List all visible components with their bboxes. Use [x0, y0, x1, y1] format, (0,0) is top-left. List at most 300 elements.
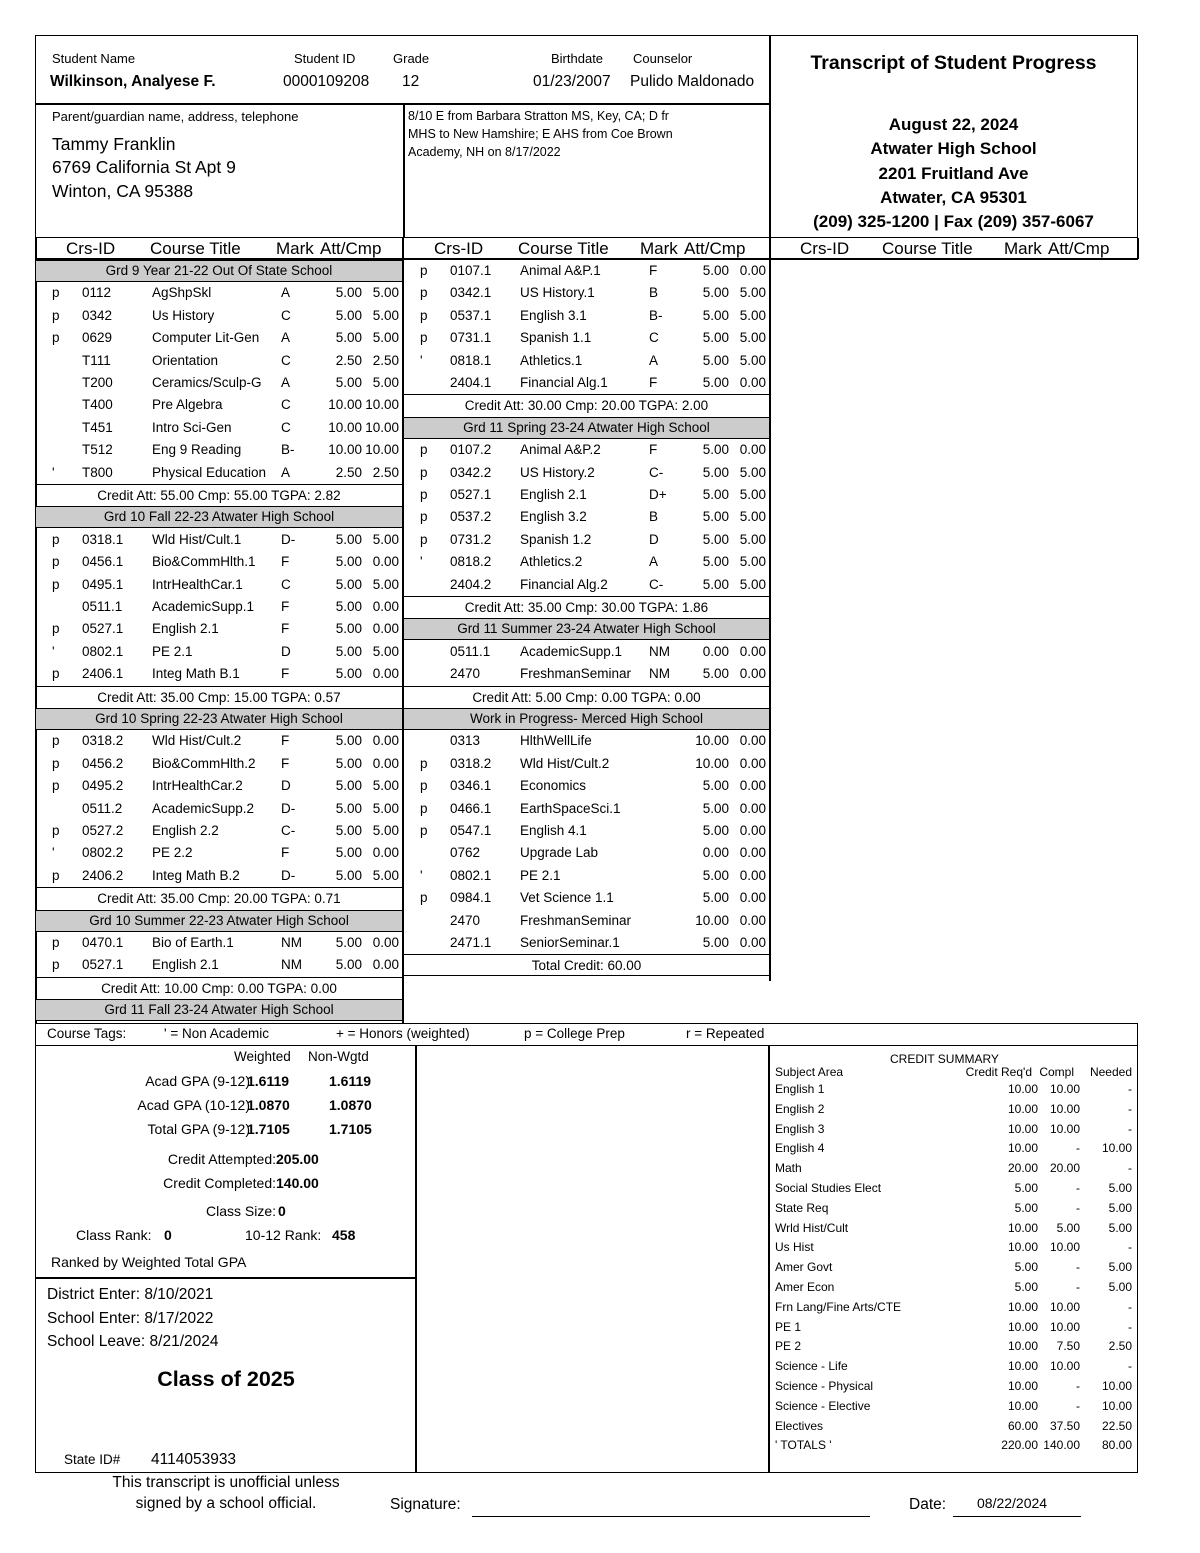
course-row	[404, 484, 769, 506]
course-completed: 0.00	[372, 621, 399, 637]
course-flag: p	[420, 487, 428, 502]
credit-required: 10.00	[1007, 1379, 1038, 1393]
course-row	[404, 372, 769, 394]
course-row	[404, 730, 769, 752]
course-row	[36, 394, 402, 416]
weighted-header: Weighted	[234, 1049, 291, 1064]
course-row	[36, 327, 402, 349]
course-flag: p	[420, 263, 428, 278]
course-title: Eng 9 Reading	[152, 442, 242, 458]
credit-summary-row	[770, 1356, 1136, 1376]
subject-area: Amer Econ	[775, 1280, 835, 1294]
course-row	[36, 820, 402, 842]
course-title: Vet Science 1.1	[520, 890, 614, 906]
course-title: PE 2.1	[520, 867, 561, 883]
credit-completed: -	[1076, 1181, 1080, 1195]
course-attempted: 5.00	[335, 935, 362, 950]
course-attempted: 5.00	[702, 509, 729, 525]
subject-area: Amer Govt	[775, 1260, 833, 1275]
course-mark: D-	[281, 531, 296, 547]
credit-completed: 10.00	[1049, 1082, 1080, 1096]
course-flag: p	[420, 509, 428, 525]
course-title: Animal A&P.1	[520, 263, 601, 278]
course-completed: 0.00	[739, 823, 766, 838]
course-title: English 3.2	[520, 509, 587, 525]
credit-needed: 5.00	[1108, 1280, 1132, 1294]
course-attempted: 5.00	[335, 823, 362, 838]
course-title: AcademicSupp.2	[152, 800, 255, 816]
course-id: 0318.1	[82, 531, 124, 547]
course-id: 0731.1	[450, 330, 492, 346]
credit-summary-row	[770, 1376, 1136, 1396]
course-mark: NM	[649, 643, 670, 659]
subject-area: PE 2	[775, 1339, 802, 1354]
course-title: Spanish 1.2	[520, 531, 592, 547]
course-mark: NM	[281, 935, 302, 950]
course-flag: p	[420, 442, 428, 458]
course-mark: C	[281, 307, 291, 323]
course-completed: 5.00	[372, 823, 399, 838]
credit-required: 10.00	[1007, 1101, 1038, 1116]
course-id: 0527.1	[82, 621, 124, 637]
term-credit-summary: Credit Att: 35.00 Cmp: 15.00 TGPA: 0.57	[36, 686, 402, 708]
term-credit-summary: Credit Att: 35.00 Cmp: 20.00 TGPA: 0.71	[36, 887, 402, 909]
course-title: Bio of Earth.1	[152, 935, 234, 950]
course-id: 0802.1	[82, 643, 124, 659]
course-mark: A	[281, 375, 291, 390]
course-mark: B-	[649, 307, 663, 323]
credit-completed: 10.00	[1049, 1121, 1080, 1136]
course-id: 0456.2	[82, 755, 124, 771]
course-title: Orientation	[152, 352, 219, 368]
course-attempted: 10.00	[328, 442, 362, 458]
course-row	[404, 820, 769, 842]
district-enter: District Enter: 8/10/2021	[47, 1286, 214, 1303]
course-mark: B-	[281, 442, 295, 458]
course-attempted: 5.00	[335, 285, 362, 301]
course-mark: A	[649, 554, 659, 570]
course-completed: 5.00	[372, 867, 399, 883]
course-title: FreshmanSeminar	[520, 912, 632, 928]
course-attempted: 5.00	[335, 733, 362, 749]
credit-needed: -	[1128, 1359, 1132, 1374]
course-row	[404, 798, 769, 820]
course-title: English 2.2	[152, 823, 219, 838]
course-completed: 0.00	[372, 957, 399, 973]
course-id: 0527.2	[82, 823, 124, 838]
course-flag: p	[52, 285, 60, 301]
course-attempted: 5.00	[702, 375, 729, 390]
course-row	[404, 551, 769, 573]
credit-required: 10.00	[1007, 1359, 1038, 1374]
course-id: 2404.1	[450, 375, 492, 390]
course-row	[36, 954, 402, 976]
credit-summary-row	[770, 1336, 1136, 1356]
course-id: 0456.1	[82, 554, 124, 570]
subject-area: Us Hist	[775, 1240, 814, 1255]
credit-needed: 5.00	[1108, 1220, 1132, 1235]
course-title: Integ Math B.2	[152, 867, 240, 883]
course-mark: A	[281, 285, 291, 301]
course-title: IntrHealthCar.2	[152, 778, 243, 794]
course-flag: p	[52, 554, 60, 570]
subject-area: Social Studies Elect	[775, 1181, 882, 1195]
col-header-crs-id: Crs-ID	[66, 239, 116, 258]
date-label: Date:	[909, 1496, 947, 1513]
course-row	[36, 730, 402, 752]
course-completed: 10.00	[365, 397, 399, 413]
course-title: HlthWellLife	[520, 733, 592, 749]
credit-required: 60.00	[1007, 1418, 1038, 1433]
course-title: AgShpSkl	[152, 285, 212, 301]
col-header-title: Course Title	[518, 239, 609, 258]
subject-area: English 3	[775, 1121, 825, 1136]
course-id: 2471.1	[450, 935, 492, 950]
course-title: Financial Alg.2	[520, 576, 608, 592]
course-attempted: 5.00	[702, 442, 729, 458]
course-title: Wld Hist/Cult.2	[520, 755, 610, 771]
credit-required: 10.00	[1007, 1082, 1038, 1096]
course-id: 0107.2	[450, 442, 492, 458]
course-mark: F	[649, 442, 658, 458]
course-completed: 0.00	[739, 375, 766, 390]
course-mark: F	[649, 375, 658, 390]
course-completed: 2.50	[372, 464, 399, 480]
course-row	[404, 282, 769, 304]
credit-summary-row	[770, 1317, 1136, 1337]
course-id: 0318.2	[82, 733, 124, 749]
course-id: 2406.1	[82, 666, 124, 682]
credit-completed: 10.00	[1049, 1101, 1080, 1116]
course-id: 0511.1	[82, 599, 123, 614]
course-completed: 5.00	[739, 352, 766, 368]
tag-repeated: r = Repeated	[686, 1026, 765, 1041]
course-mark: D+	[649, 487, 667, 502]
course-id: 0537.2	[450, 509, 492, 525]
credit-required: 5.00	[1014, 1181, 1038, 1195]
course-completed: 5.00	[739, 487, 766, 502]
credit-needed: -	[1128, 1101, 1132, 1116]
course-row	[36, 865, 402, 887]
grade-label: Grade	[393, 51, 430, 66]
course-attempted: 5.00	[702, 531, 729, 547]
col-header-1	[36, 238, 404, 258]
term-header: Grd 11 Spring 23-24 Atwater High School	[404, 417, 769, 439]
course-id: 2404.2	[450, 576, 492, 592]
course-mark: C	[281, 576, 291, 592]
course-flag: p	[52, 307, 60, 323]
course-attempted: 5.00	[702, 554, 729, 570]
school-info-line: Atwater, CA 95301	[880, 188, 1027, 207]
course-id: 0984.1	[450, 890, 492, 906]
course-title: Pre Algebra	[152, 397, 223, 413]
course-title: Wld Hist/Cult.2	[152, 733, 242, 749]
course-row	[404, 641, 769, 663]
credit-needed: 10.00	[1101, 1379, 1132, 1393]
course-completed: 5.00	[739, 554, 766, 570]
course-id: 0802.1	[450, 867, 492, 883]
credit-summary-row	[770, 1198, 1136, 1218]
signature-label: Signature:	[390, 1496, 461, 1513]
course-title: PE 2.1	[152, 643, 193, 659]
course-title: PE 2.2	[152, 845, 193, 861]
course-id: T512	[82, 442, 113, 458]
credit-needed: 5.00	[1108, 1181, 1132, 1195]
parent-line: 6769 California St Apt 9	[52, 157, 236, 177]
subject-area: ' TOTALS '	[775, 1438, 832, 1453]
student-id: 0000109208	[283, 73, 370, 90]
course-completed: 5.00	[372, 531, 399, 547]
col3-right-border	[1137, 238, 1139, 259]
course-completed: 0.00	[739, 733, 766, 749]
course-flag: p	[52, 666, 60, 682]
course-completed: 10.00	[365, 419, 399, 435]
course-attempted: 5.00	[335, 375, 362, 390]
course-completed: 0.00	[739, 755, 766, 771]
course-mark: A	[649, 352, 659, 368]
course-completed: 0.00	[739, 263, 766, 278]
course-row	[36, 775, 402, 797]
course-row	[404, 574, 769, 596]
course-attempted: 5.00	[702, 823, 729, 838]
subject-area: State Req	[775, 1200, 829, 1215]
course-flag: p	[52, 576, 60, 592]
course-mark: C-	[649, 464, 664, 480]
course-title: AcademicSupp.1	[520, 643, 623, 659]
credit-completed: -	[1076, 1398, 1080, 1413]
tag-college-prep: p = College Prep	[524, 1026, 625, 1041]
course-title: English 2.1	[152, 957, 219, 973]
credit-needed: 5.00	[1108, 1200, 1132, 1215]
term-header: Grd 10 Summer 22-23 Atwater High School	[36, 910, 402, 932]
course-row	[36, 842, 402, 864]
credit-needed: -	[1128, 1082, 1132, 1096]
course-id: 0107.1	[450, 263, 492, 278]
course-mark: F	[281, 599, 290, 614]
subject-area: Frn Lang/Fine Arts/CTE	[775, 1299, 902, 1314]
credit-summary-row	[770, 1257, 1136, 1277]
course-mark: C	[281, 352, 291, 368]
parent-line: Tammy Franklin	[52, 134, 176, 154]
course-attempted: 10.00	[328, 419, 362, 435]
credit-summary-title: CREDIT SUMMARY	[890, 1052, 999, 1066]
course-completed: 0.00	[739, 845, 766, 861]
course-flag: p	[52, 867, 60, 883]
credit-needed: 22.50	[1101, 1418, 1132, 1433]
course-title: Physical Education	[152, 464, 267, 480]
course-flag: p	[420, 778, 428, 794]
course-flag: '	[52, 464, 55, 480]
subject-area: Science - Elective	[775, 1398, 871, 1413]
course-title: Integ Math B.1	[152, 666, 240, 682]
credit-summary-row	[770, 1158, 1136, 1178]
subject-area: Math	[775, 1161, 802, 1176]
birthdate-label: Birthdate	[551, 51, 604, 66]
course-attempted: 0.00	[702, 845, 729, 861]
course-row	[36, 305, 402, 327]
course-flag: '	[420, 554, 423, 570]
course-row	[404, 439, 769, 461]
transfer-note: MHS to New Hamshire; E AHS from Coe Brown	[408, 127, 673, 141]
credit-required: 10.00	[1007, 1299, 1038, 1314]
course-completed: 0.00	[739, 666, 766, 682]
credit-needed: -	[1128, 1121, 1132, 1136]
course-attempted: 5.00	[335, 330, 362, 346]
school-leave: School Leave: 8/21/2024	[47, 1333, 219, 1350]
course-attempted: 5.00	[335, 307, 362, 323]
col-header-mark: Mark	[640, 239, 678, 258]
credit-completed: -	[1076, 1280, 1080, 1294]
term-header: Grd 10 Spring 22-23 Atwater High School	[36, 708, 402, 730]
course-completed: 0.00	[372, 755, 399, 771]
course-id: 0346.1	[450, 778, 492, 794]
course-id: 0762	[450, 845, 481, 861]
course-attempted: 2.50	[335, 352, 362, 368]
credit-completed: 7.50	[1056, 1339, 1080, 1354]
course-mark: F	[281, 554, 290, 570]
credit-needed: 10.00	[1101, 1141, 1132, 1156]
course-title: Wld Hist/Cult.1	[152, 531, 242, 547]
term-credit-summary: Credit Att: 55.00 Cmp: 55.00 TGPA: 2.82	[36, 484, 402, 506]
course-row	[36, 417, 402, 439]
course-attempted: 10.00	[695, 912, 729, 928]
unofficial-note: This transcript is unofficial unless	[112, 1474, 340, 1491]
course-completed: 0.00	[739, 800, 766, 816]
course-row	[404, 663, 769, 685]
course-completed: 5.00	[372, 778, 399, 794]
course-mark: F	[281, 621, 290, 637]
credit-completed: 10.00	[1049, 1299, 1080, 1314]
course-attempted: 5.00	[702, 263, 729, 278]
course-row	[404, 910, 769, 932]
course-attempted: 5.00	[702, 464, 729, 480]
course-flag: p	[420, 890, 428, 906]
subject-area: Electives	[775, 1418, 824, 1433]
subject-area: Wrld Hist/Cult	[775, 1220, 849, 1235]
course-attempted: 10.00	[328, 397, 362, 413]
state-id: 4114053933	[151, 1451, 237, 1468]
credit-summary-row	[770, 1218, 1136, 1238]
school-info-line: August 22, 2024	[888, 115, 1019, 134]
course-completed: 5.00	[739, 330, 766, 346]
course-id: T111	[82, 352, 111, 368]
course-completed: 5.00	[739, 285, 766, 301]
course-mark: F	[281, 755, 290, 771]
course-title: US History.1	[520, 285, 595, 301]
credit-required: 10.00	[1007, 1319, 1038, 1334]
course-id: 0527.1	[450, 487, 492, 502]
course-mark: F	[281, 733, 290, 749]
course-title: IntrHealthCar.1	[152, 576, 243, 592]
nonweighted-header: Non-Wgtd	[308, 1049, 369, 1064]
course-row	[36, 663, 402, 685]
parent-line: Winton, CA 95388	[52, 181, 194, 201]
course-completed: 0.00	[372, 733, 399, 749]
course-attempted: 5.00	[702, 576, 729, 592]
course-flag: p	[420, 800, 428, 816]
course-id: 0629	[82, 330, 113, 346]
unofficial-note: signed by a school official.	[135, 1495, 317, 1512]
course-title: English 2.1	[152, 621, 219, 637]
course-title: Intro Sci-Gen	[152, 419, 232, 435]
course-flag: '	[420, 352, 423, 368]
course-row	[36, 282, 402, 304]
course-flag: '	[52, 845, 55, 861]
course-mark: D	[281, 778, 291, 794]
course-title: FreshmanSeminar	[520, 666, 632, 682]
credit-required: 20.00	[1007, 1161, 1038, 1176]
course-row	[36, 618, 402, 640]
tag-non-academic: ' = Non Academic	[164, 1026, 270, 1041]
credit-required: 10.00	[1007, 1240, 1038, 1255]
credit-completed: -	[1076, 1379, 1080, 1393]
course-attempted: 5.00	[702, 890, 729, 906]
course-completed: 5.00	[739, 307, 766, 323]
course-mark: B	[649, 285, 659, 301]
course-flag: '	[52, 643, 55, 659]
class-of: Class of 2025	[157, 1367, 295, 1391]
credit-summary-row	[770, 1138, 1136, 1158]
course-id: 0466.1	[450, 800, 492, 816]
term-credit-summary: Credit Att: 10.00 Cmp: 0.00 TGPA: 0.00	[36, 977, 402, 999]
course-completed: 5.00	[372, 330, 399, 346]
credit-summary-header: Subject Area Credit Req'd Compl Needed	[775, 1065, 1132, 1079]
course-row	[404, 753, 769, 775]
course-title: English 2.1	[520, 487, 587, 502]
col-header-att-cmp: Att/Cmp	[684, 239, 746, 258]
course-flag: p	[420, 823, 428, 838]
student-info-box	[35, 35, 771, 105]
credit-required: 10.00	[1007, 1220, 1038, 1235]
blank-middle-box	[415, 1045, 770, 1473]
credit-needed: -	[1128, 1299, 1132, 1314]
course-flag: p	[52, 621, 60, 637]
course-row	[36, 574, 402, 596]
credit-required: 5.00	[1014, 1280, 1038, 1294]
col-header-att-cmp: Att/Cmp	[1048, 239, 1110, 258]
course-id: T400	[82, 397, 113, 413]
course-mark: A	[281, 464, 291, 480]
course-attempted: 5.00	[335, 643, 362, 659]
course-flag: p	[52, 823, 60, 838]
course-attempted: 5.00	[335, 666, 362, 682]
course-completed: 5.00	[739, 531, 766, 547]
course-mark: C	[281, 397, 291, 413]
col-header-title: Course Title	[882, 239, 973, 258]
course-id: 0318.2	[450, 755, 492, 771]
signature-line[interactable]	[472, 1516, 870, 1517]
course-flag: p	[420, 330, 428, 346]
credit-completed: -	[1076, 1260, 1080, 1275]
subject-area: Science - Life	[775, 1359, 848, 1374]
course-title: EarthSpaceSci.1	[520, 800, 621, 816]
course-completed: 5.00	[372, 800, 399, 816]
course-row	[36, 350, 402, 372]
term-header: Grd 10 Fall 22-23 Atwater High School	[36, 506, 402, 528]
course-mark: C	[281, 419, 291, 435]
course-flag: p	[52, 733, 60, 749]
credit-completed: 10.00	[1049, 1240, 1080, 1255]
course-flag: p	[420, 307, 428, 323]
credit-required: 220.00	[1001, 1438, 1038, 1453]
course-title: US History.2	[520, 464, 595, 480]
course-id: T451	[82, 419, 113, 435]
course-attempted: 5.00	[335, 621, 362, 637]
transfer-note: Academy, NH on 8/17/2022	[408, 145, 561, 159]
course-row	[36, 462, 402, 484]
course-flag: p	[52, 957, 60, 973]
course-row	[404, 865, 769, 887]
